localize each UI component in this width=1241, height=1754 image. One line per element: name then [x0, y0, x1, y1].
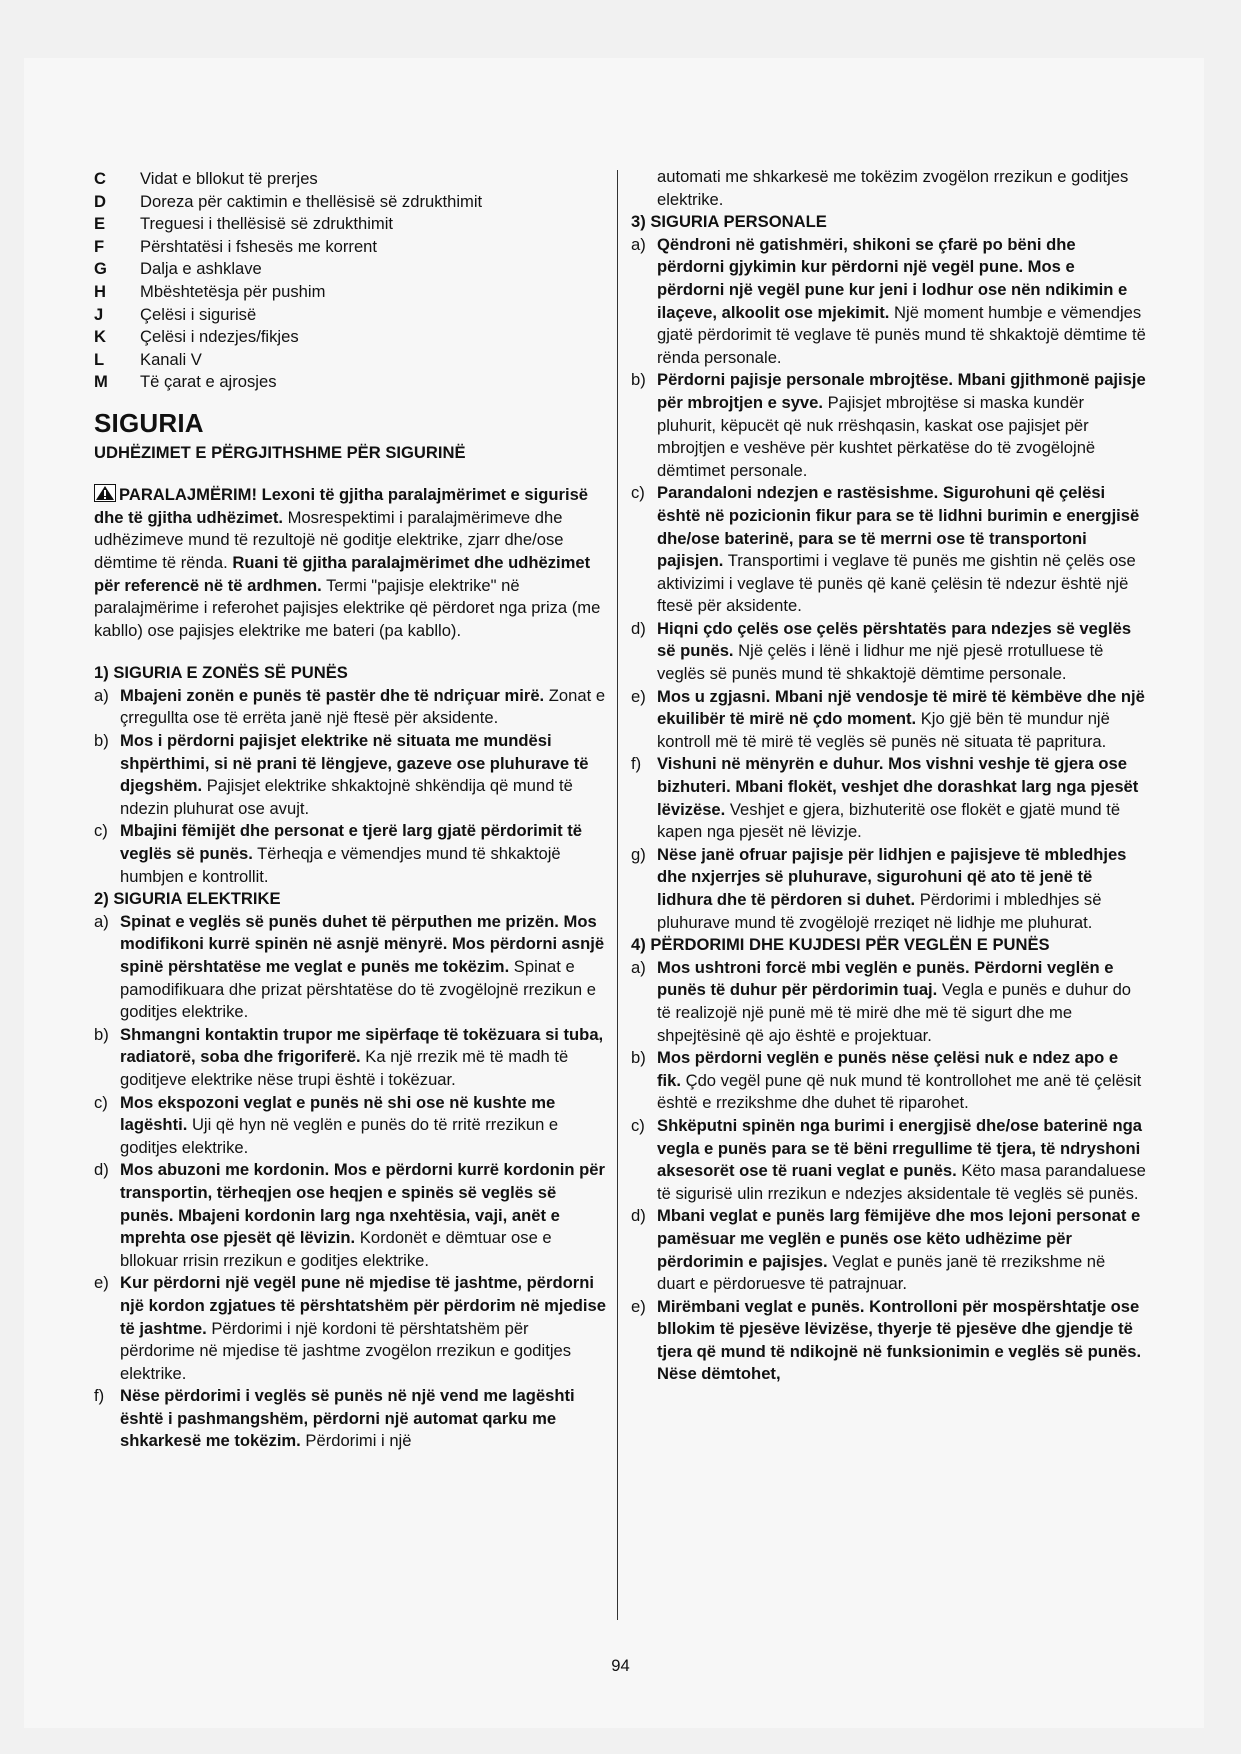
- item-bold: Spinat e veglës së punës duhet të përputhen me prizën. Mos modifikoni kurrë spinën në asnjë mënyrë. Mos përdorni asnjë spinë përshtatëse me veglat e punës me tokëzim.: [120, 911, 605, 976]
- part-label: Treguesi i thellësisë së zdrukthimit: [140, 214, 393, 234]
- part-label: Dalja e ashklave: [140, 259, 262, 279]
- item-bold: Qëndroni në gatishmëri, shikoni se çfarë po bëni dhe përdorni gjykimin kur përdorni një vegël pune. Mos e përdorni një vegël pune kur jeni i lodhur ose nën ndikimin e ilaçeve, alkoolit ose mjekimit.: [657, 234, 1128, 322]
- item-label: d): [631, 1206, 646, 1226]
- part-key: E: [94, 214, 106, 234]
- item-label: a): [631, 957, 646, 977]
- item-text: Pajisjet mbrojtëse si maska kundër pluhurit, këpucët që nuk rrëshqasin, kaskat ose pajisjet për mbrojtjen e veshëve për kushtet përkatëse do të zvogëlojnë dëmtimet personale.: [657, 392, 1096, 480]
- item-text: Vegla e punës e duhur do të realizojë një punë më të mirë dhe më të sigurt dhe me shpejtësinë që ajo është e projektuar.: [657, 980, 1132, 1045]
- item-bold: Mbajeni zonën e punës të pastër dhe të ndriçuar mirë.: [120, 685, 545, 705]
- item-bold: Mos ekspozoni veglat e punës në shi ose në kushte me lagështi.: [120, 1092, 556, 1135]
- item-text: Uji që hyn në veglën e punës do të rritë rrezikun e goditjes elektrike.: [120, 1115, 559, 1157]
- part-key: H: [94, 281, 106, 301]
- part-label: Vidat e bllokut të prerjes: [140, 169, 318, 188]
- item-text: Veglat e punës janë të rrezikshme në duart e përdoruesve të patrajnuar.: [657, 1251, 1106, 1294]
- list-item: [631, 482, 1146, 618]
- item-bold: Mbajini fëmijët dhe personat e tjerë larg gjatë përdorimit të veglës së punës.: [120, 821, 582, 864]
- list-item: [94, 1092, 606, 1160]
- list-item: [94, 1159, 606, 1272]
- list-item: [631, 1047, 1146, 1115]
- list-item: [631, 686, 1146, 754]
- part-label: Çelësi i ndezjes/fikjes: [140, 327, 299, 347]
- item-text: Zonat e çrregullta ose të errëta janë një ftesë për aksidente.: [120, 685, 606, 728]
- item-bold: Hiqni çdo çelës ose çelës përshtatës para ndezjes së veglës së punës.: [657, 618, 1132, 661]
- list-item: [631, 1296, 1146, 1386]
- item-bold: Shkëputni spinën nga burimi i energjisë dhe/ose baterinë nga vegla e punës para se të bëni rregullime të tjera, të ndryshoni aksesorët ose të ruani veglat e punës.: [657, 1115, 1143, 1181]
- part-key: C: [94, 169, 106, 188]
- list-item: [631, 1115, 1146, 1205]
- item-bold: Nëse përdorimi i veglës së punës në një vend me lagështi është i pashmangshëm, përdorni një automat qarku me shkarkesë me tokëzim.: [120, 1386, 575, 1451]
- item-bold: Mos i përdorni pajisjet elektrike në situata me mundësi shpërthimi, si në prani të lëngjeve, gazeve ose pluhurave të djegshëm.: [120, 731, 589, 796]
- item-text: Përdorimi i një: [300, 1431, 412, 1451]
- section-3-title: 3) SIGURIA PERSONALE: [631, 212, 827, 232]
- item-label: b): [631, 370, 646, 390]
- part-label: Çelësi i sigurisë: [140, 304, 257, 324]
- part-key: L: [94, 349, 105, 369]
- warning-bold-2: Ruani të gjitha paralajmërimet dhe udhëzimet për referencë në të ardhmen.: [94, 552, 591, 595]
- warning-paragraph: [94, 484, 606, 642]
- section-heading: SIGURIA: [94, 407, 204, 438]
- list-item: [94, 820, 606, 888]
- item-label: e): [94, 1273, 109, 1293]
- item-bold: Mos abuzoni me kordonin. Mos e përdorni kurrë kordonin për transportin, tërheqjen ose heqjen e spinës së veglës së punës. Mbajeni kordonin larg nga nxehtësia, vaji, anët e mprehta ose pjesët që lëvizin.: [120, 1160, 605, 1248]
- part-row: [94, 281, 606, 304]
- item-text: Ka një rrezik më të madh të goditjeve elektrike nëse trupi është i tokëzuar.: [120, 1047, 569, 1089]
- item-label: b): [94, 1024, 109, 1044]
- part-key: D: [94, 191, 106, 211]
- list-item: [631, 618, 1146, 686]
- list-item: [631, 957, 1146, 1047]
- item-label: e): [631, 686, 646, 706]
- part-label: Përshtatësi i fshesës me korrent: [140, 236, 378, 256]
- list-item: [631, 369, 1146, 482]
- list-item: [94, 685, 606, 730]
- item-label: c): [94, 821, 108, 841]
- list-item: [631, 1205, 1146, 1295]
- continued-text: automati me shkarkesë me tokëzim zvogëlon rrezikun e goditjes elektrike.: [657, 167, 1129, 209]
- item-text: Një çelës i lënë i lidhur me një pjesë rrotulluese të veglës së punës mund të shkaktojë dëmtime personale.: [657, 641, 1104, 684]
- item-label: c): [631, 483, 645, 503]
- item-bold: Mos përdorni veglën e punës nëse çelësi nuk e ndez apo e fik.: [657, 1048, 1119, 1090]
- part-row: [94, 213, 606, 236]
- item-label: g): [631, 844, 646, 864]
- item-label: e): [631, 1296, 646, 1316]
- item-text: Spinat e pamodifikuara dhe prizat përshtatëse do të zvogëlojnë rrezikun e goditjes elektrike.: [120, 957, 596, 1022]
- item-bold: Parandaloni ndezjen e rastësishme. Sigurohuni që çelësi është në pozicionin fikur para se të lidhni burimin e energjisë dhe/ose baterinë, para se të merrni ose të transportoni pajisjen.: [657, 483, 1140, 571]
- item-bold: Mos u zgjasni. Mbani një vendosje të mirë të këmbëve dhe një ekuilibër të mirë në çdo moment.: [657, 686, 1145, 729]
- item-bold: Mos ushtroni forcë mbi veglën e punës. Përdorni veglën e punës të duhur për përdorimin tuaj.: [657, 957, 1114, 1000]
- warning-icon: [94, 484, 116, 502]
- item-label: b): [631, 1048, 646, 1068]
- item-bold: Nëse janë ofruar pajisje për lidhjen e pajisjeve të mbledhjes dhe nxjerrjes së pluhurave, sigurohuni që ato të jenë të lidhura dhe të përdoren si duhet.: [657, 844, 1127, 909]
- item-text: Çdo vegël pune që nuk mund të kontrollohet me anë të çelësit është e rrezikshme dhe duhet të riparohet.: [657, 1070, 1142, 1113]
- warning-bold-1: PARALAJMËRIM! Lexoni të gjitha paralajmërimet e sigurisë dhe të gjitha udhëzimet.: [94, 485, 589, 527]
- part-row: [94, 326, 606, 349]
- part-key: M: [94, 372, 108, 392]
- part-key: J: [94, 304, 104, 324]
- item-label: f): [631, 754, 642, 774]
- column-divider: [617, 170, 618, 1620]
- list-item: [94, 911, 606, 1024]
- list-item: [631, 753, 1146, 843]
- parts-list: [94, 168, 606, 394]
- item-bold: Kur përdorni një vegël pune në mjedise të jashtme, përdorni një kordon zgjatues të përshtatshëm për përdorim në mjedise të jashtme.: [120, 1273, 606, 1338]
- part-label: Të çarat e ajrosjes: [140, 372, 277, 392]
- item-text: Përdorimi i një kordoni të përshtatshëm për përdorime në mjedise të jashtme zvogëlon rrezikun e goditjes elektrike.: [120, 1318, 572, 1383]
- list-item: [94, 730, 606, 820]
- item-text: Këto masa parandaluese të sigurisë ulin rrezikun e ndezjes aksidentale të veglës së punës.: [657, 1161, 1146, 1203]
- item-label: c): [631, 1115, 645, 1135]
- item-text: Tërheqja e vëmendjes mund të shkaktojë humbjen e kontrollit.: [120, 844, 561, 886]
- warning-text-1: Mosrespektimi i paralajmërimeve dhe udhëzimeve mund të rezultojë në goditje elektrike, zjarr dhe/ose dëmtime të rënda.: [94, 507, 564, 572]
- item-text: Kordonët e dëmtuar ose e bllokuar rrisin rrezikun e goditjes elektrike.: [120, 1228, 552, 1270]
- item-bold: Mbani veglat e punës larg fëmijëve dhe mos lejoni personat e pamësuar me veglën e punës ose këto udhëzime për përdorimin e pajisjes.: [657, 1206, 1141, 1271]
- list-item: [631, 844, 1146, 934]
- part-row: [94, 349, 606, 372]
- item-label: b): [94, 731, 109, 751]
- item-bold: Mirëmbani veglat e punës. Kontrolloni për mospërshtatje ose bllokim të pjesëve lëvizëse, thyerje të pjesëve dhe gjendje të tjera që mund të ndikojnë në funksionimin e veglës së punës. Nëse dëmtohet,: [657, 1296, 1142, 1384]
- part-label: Kanali V: [140, 349, 202, 369]
- item-label: d): [631, 618, 646, 638]
- list-item: [94, 1024, 606, 1092]
- section-2-title: 2) SIGURIA ELEKTRIKE: [94, 889, 281, 909]
- part-row: [94, 168, 606, 191]
- item-text: Veshjet e gjera, bizhuteritë ose flokët e gjatë mund të kapen nga pjesët në lëvizje.: [657, 799, 1121, 842]
- section-4-title: 4) PËRDORIMI DHE KUJDESI PËR VEGLËN E PUNËS: [631, 935, 1050, 955]
- part-row: [94, 191, 606, 214]
- page-number: 94: [611, 1656, 630, 1675]
- right-column: [631, 166, 1146, 1386]
- item-text: Përdorimi i mbledhjes së pluhurave mund të zvogëlojë rreziqet në lidhje me pluhurat.: [657, 890, 1102, 932]
- item-bold: Shmangni kontaktin trupor me sipërfaqe të tokëzuara si tuba, radiatorë, soba dhe frigoriferë.: [120, 1024, 604, 1067]
- item-label: a): [94, 685, 109, 705]
- item-bold: Vishuni në mënyrën e duhur. Mos vishni veshje të gjera ose bizhuteri. Mbani flokët, veshjet dhe dorashkat larg nga pjesët lëvizëse.: [657, 754, 1139, 819]
- left-column: [94, 168, 606, 1453]
- part-row: [94, 258, 606, 281]
- item-text: Një moment humbje e vëmendjes gjatë përdorimit të veglave të punës mund të shkaktojë dëmtime të rënda personale.: [657, 302, 1146, 367]
- item-label: f): [94, 1386, 105, 1406]
- item-label: c): [94, 1092, 108, 1112]
- item-text: Transportimi i veglave të punës me gishtin në çelës ose aktivizimi i veglave të punës që kanë çelësin të ndezur është një ftesë për aksidente.: [657, 551, 1136, 616]
- part-label: Mbështetësja për pushim: [140, 281, 326, 301]
- part-row: [94, 304, 606, 327]
- part-row: [94, 236, 606, 259]
- part-row: [94, 371, 606, 394]
- part-label: Doreza për caktimin e thellësisë së zdrukthimit: [140, 191, 483, 211]
- item-text: Kjo gjë bën të mundur një kontroll më të mirë të veglës së punës në situata të papritura.: [657, 709, 1110, 751]
- item-bold: Përdorni pajisje personale mbrojtëse. Mbani gjithmonë pajisje për mbrojtjen e syve.: [657, 370, 1146, 412]
- part-key: K: [94, 327, 106, 347]
- warning-text-2: Termi "pajisje elektrike" në paralajmërime i referohet pajisjes elektrike që përdoret nga priza (me kabllo) ose pajisjes elektrike me bateri (pa kabllo).: [94, 575, 601, 640]
- list-item: [94, 1272, 606, 1385]
- part-key: G: [94, 259, 107, 279]
- list-item: [631, 234, 1146, 370]
- section-1-title: 1) SIGURIA E ZONËS SË PUNËS: [94, 663, 348, 683]
- section-subheading: UDHËZIMET E PËRGJITHSHME PËR SIGURINË: [94, 442, 466, 462]
- item-label: a): [631, 234, 646, 254]
- item-label: a): [94, 911, 109, 931]
- item-label: d): [94, 1160, 109, 1180]
- item-text: Pajisjet elektrike shkaktojnë shkëndija që mund të ndezin pluhurat ose avujt.: [120, 776, 573, 818]
- list-item: [94, 1385, 606, 1453]
- part-key: F: [94, 236, 105, 256]
